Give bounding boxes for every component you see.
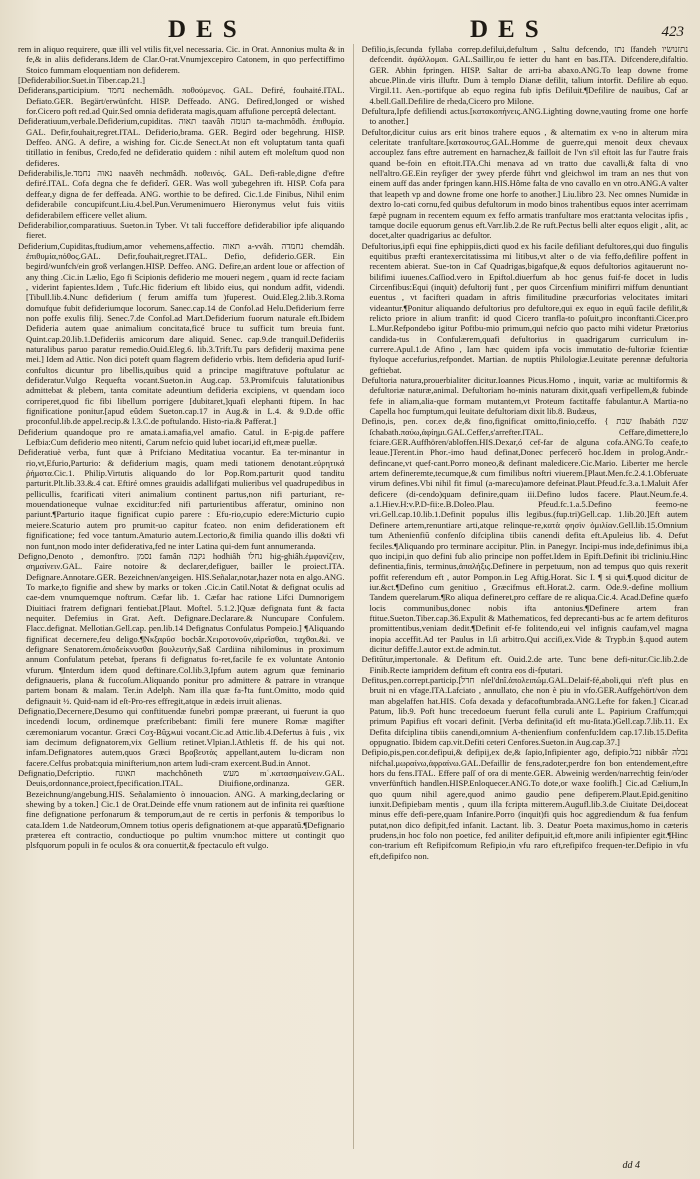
entry-paragraph: Defitus,pen.corrept.particip.[חדל nſel'dnî.ἀπολειπώμ.GAL.Delaif-fé,aboli,qui n'eft plus en bruit ni en vfage.ITA.Lafciato , annullato, che non è piu in vfo.GER.Auffgehört/von dem man abgelaffen hat.HIS. Cofa dexada y defacoftumbrada.ANG.Lefte for faken.] Cicar.ad Patum, lib.9. Poft hunc trecedoeum fuerunt fella curuli ante L. Papirium Craffum;qui primum Papifius eft vocari definit. [Verba definita(id eft mu-ſitata.)Gell.cap.7.lib.11. Ex Defita difciplina tibiis canendi,omnium A-thenienfium confenfu:Idem cap.17.lib.15.Defita oppugnatio. Ibidem cap.vit.Defiti ceteri Cenfores.Sueton.in Aug.cap.37.] (361, 674, 688, 748)
right-column (362, 44, 689, 1149)
entry-paragraph: Defultorius,ipfi equi fine ephippiis,dicti quod ex his facile defiliant defultores,qui duo fingulis equitibus præfti erantexercitatissima mi litibus,vt alter o de via feffo,defilire poffent in recentem abierat. Sue-ton in Caf Quadrigas,bigafque,& equos defultorios agitauerunt no-bilifimi iuuenes.Caſſiod.vero in Epiftol.diuerfum ab hoc genus fuif-fe docet in ludis Circenfibus:Equi (inquit) defultorij funt , per quos Circenfium minifirri miffum denuntiant euentus , vt facifteri quadam in aftris fimilitudine præcurforias velocitates imitari videantur.¶Ponitur aliquando defultorius pro defultore,qui ex equo in equū facile defilit,& relicto priore in alium tranfit: id quod Cicero tranfla-to poſuit,pro inconftanti.Cicer.pro L.Mur.Refpondebo igitur Poftbu-mio primum,qui nefcio quo pacto mihi videtur Prætorius candida-tus in Confulærem,quafi defultorius in quadrigarum curriculum in-currere.Apul.1.de Afino , Iam hæc quidem ipfa vocis immutatio de-fultoriæ fcientiæ ftyloque accefurius,refpondet. Martian. de nuptiis Philologiæ.Leuitate perennæ defultoria geftiebat. (361, 240, 688, 375)
entry-paragraph: rem in aliquo requirere, quæ illi vel vtilis fit,vel necessaria. Cic. in Orat. Annonius multa & in fe,& in aliis defiderans.Idem de Clar.O-rat.Vnumjexcepiro Catonem, in quo perfectiffimo Stoico fummam eloquentiam non defiderem. (18, 44, 345, 75)
entry-paragraph: Defultor,dicitur cuius ars erit binos trahere equos , & alternatim ex v-no in alterum mira celeritate tranfultare.[κατακουτυς.GAL.Homme de guerre,qui menoit deux chevaux accouplez fans eftre autrement en harnachez,& failloit de l'vn s'il eftoit las fur l'autre frais quand be-foin en eftoit.ITA.Chi menava ad vn tratto due cavalli,& falta di vno nell'altro.GE.Ein reyſiger der ʒwey pferde führt vnd gleichwol im tram an nes thut von einem auff das ander fpringen kann.HIS.Hôme falta de vno cavallo en vn otro.ANG.A valter that leapeth vp and downe frome one horfe to another.] Liu.libro 23. Nec omnes Numidæ in dextro lo-cati cornu,fed quibus defultorum in modo binos trahentibus equos inter acerrimam fæpè pugnam in recentem equum ex feffo armatis tranfultare mos erat:tanta velocitas ipfis , tamque docile equorum genus eft.Varr.lib.2.de Re ruft.Pectus belli alter equos eligit , alit, ac docet,alter quadrigarius ac defultor. (361, 126, 688, 241)
column-divider (353, 44, 354, 1149)
entry-paragraph: Defilio,is,ſecunda fyllaba correp.defilui,defultum , Saltu defcendo, נתז ſfandeh נתזנושׂיו defcendit. ἀφάλλομαι. GAL.Saillir,ou fe ietter du hant en bas.ITA. Difcendere,difaltio. GER. Abhin fpringen. HISP. Saltar de arri-ba abaxo.ANG.To leap downe frome abcue.Plin.de viris illuftr. Dum à templo Dianæ defilit, talium intorfit. Defilire ab equo. Virgil.11. Aen.-portifque ab equo regina fub ipfis Defiluit.¶Defilire de nauibus, Caf ar 4.bell.Gall.Defilire de rheda,Cicero pro Milone. (361, 44, 688, 106)
page-number: 423 (661, 24, 684, 40)
entry-paragraph: Defipio,pis,pen.cor.defipui,& defipij,ex de,& ſapio,Infipienter ago, defipio.נבל nibbâr נבלה nifchal.μωραίνω,ἀφραίνω.GAL.Defaillir de fens,radoter,perdre fon bon entendement,eftre hors du fens.ITAL. Effere paſſ of ora di mente.GER. Abweinig werden/narrechtig fein/oder vnverfünftich handlen.HISP.Enloquecer.ANG.To dote,or waxe foolifh.] Cic.ad Cælium,In quo quum nihil agere,quod animo gaudio pene defiperem.Plaut.Epid.genitino iunxit.Defipiebam mentis , quum illa fcripta mitterem.Augufl.lib.3.de Ciuitate Dei,doceat minus effe defi-pere,quam Infanire.Porro (inquit)fi quis hoc aggrediendum & fua fenfum putat,non dico defipit,fed infanit. Lactant. lib. 3. Deatur Poeta maximus,homo in cæteris prudens,in hoc folo non poetice, fed aniliter defipuit,id eft,more anili infipienter egit.¶Hinc con-trarium eft Refipifcomum Refipio,in vfu raro eft,refipifco frequen-ter.Defipio in vfu eft,defipifco non. (361, 747, 688, 861)
entry-paragraph: Defignatio,Decernere,Desumo qui conftituendæ funebri pompæ præerant, ui fuerunt ia quo incedendi locum, ordinemque præfcribebant: fimili fere munere Romæ magifter cæremoniarum vocantur. Græci Coʒ-Bûᵹʍui vocant.Cic.ad Attic.lib.4.Defertus à fuis , vix iam decimum defignatorem,vix Gellium retinet.Vlpian.l.Athletis ff. de his qui not. infam.Defignatores autem,quos Græci Βραβευτὰς appellant,autem lu-dicram non facere.Celfus probat:quia minifterium,non artem ludi-cram exercent.Bud.in Annot. (18, 706, 345, 768)
running-head-left: DES (168, 16, 247, 43)
page-header (18, 14, 686, 46)
entry-paragraph: Defino,is, pen. cor.ex de,& fino,fignificat omitto,finio,ceffo. { שבת ſhabáth שבת ſchabath.παύω,ἀφίημι.GAL.Ceffer,s'arrefter.ITAL. Ceffare,dimettere,lo fciare.GER.Auffhören/abloffen.HIS.Dexar,ó cef-far de alguna cofa.ANG.To ceafe,to leaue.]Terent.in Phor.-imo haud definat,Donec perfecerō hoc.Idem in prolog.Andr.-defincane,vt quef-cant.Porro moneo,& definant maledicere.Cic.Mario. Liberter me hercle artem defineremte,tecumque,& cum fimilibus noftri viuerem.[Plaut.Men.fc.2.4.1.Obferuate virum defines.Vbi nihil fit fimul (a-marecu)amore defeinat.Plaut.Pfeud.fc.3.a.1.Maluit Afer deficere (di-cendo)quam definire,quam iii.Defino ludos facere. Plaut.Neum.fe.4. a.1.Hiev.H:v.P.D-fii:e.B.Doleo.Plau. Pfeud.fc.1.a.5.Defino feemo-ne vri.Gell.cap.10.lib.1.Definit populus illis legibus.(fup.tri)Gell.cap. 1.lib.20.]Eft autem Definere artem,renuntiare arti,atque relinque-re,κατὰ φησὶν ὁμιλίαν.Gell.lib.15.Omnium tum Athenienfiū confenſo difciplina tibiis canendi defita eft.Apuleius lib. 4. Defut feciles.¶Aliquando pro terminare accipitur. Plin. in Panegyr. Incipi-mus inde,definimus ibi,a quo incipi,in quo defini fub alio principe non poffet.Idem in Epift.Definit ibi tricliniu.Hinc definentia,finis, terminus,ἀπαλήξις.Definere in perpetuum, non ad tempus quo quis rexerit poffit referendum eft , autor Pompon.in Leg Aftig.Horat. Sic I. ¶ si qui.¶.quod dicitur de iur.&ct.¶Defino cum genitiuo , Græcifmus eft.Horat.2. carm. Ode.9.-define mollium Tandem querelarum.¶Ro aliqua defineret,pro ceffare de re aliqua.Cic.4. Acad.Define quæfo locis communibus,donec nobis ifta antonius.¶Definere artem fran ftitue.Sueton.Tiber.cap.36.Expulit & Mathematicos, fed deprecanti-bus ac fe artem defituros promittentibus,veniam dedit.¶Definit ef-fe folitendo,eui vel infignis caufam,vel magna inopia acceffit.Ad ter Paulus in l.ſi arbitro.Qui acciſi,ex.Vide & Trypb.in §.quod autem dicitur defiffe.l.autor ext.de admin.tut. (361, 416, 688, 654)
entry-paragraph: Defideratiuè verba, funt quæ à Prifciano Meditatiua vocantur. Ea ter-minantur in rio,vt,Efurio,Parturio: & defiderium magis, quam medi tationem denotant.εὐρητικά ῥήματα.Cic.1. Philip.Virtutis aliquando do lor Pop.Rom.parturit quod tanditu parturit.Plt.lib.33.&.4 cat. Eftiré omnes grauidis adallifgati mulieribus vel quadrupedibus in pellicullis, fcarificati viteri animalium continent partus,non nifi parturiant, re-mouendationeque vulnae exciditur:fed nifi parturientibus afferatur, ominino non pariunt.¶Parturio itaque fignificat cupio parere : Efu-rio,cupio edere:Micturio cupio meiere.Scaturio autem pro prumit-uo capitur fcateo. non enim defiderationem eft fignificatione; fed voce tantum.Amaturio autem.Lectorio,& fimilia quando illis do&ti vfi non funt,non modo inter defiderativa,fed ne inter Latina qui-dem funt annumeranda. (18, 447, 345, 551)
entry-paragraph: [Defiderabilior.Suet.in Tiber.cap.21.] (18, 75, 145, 86)
running-head-right: DES (470, 16, 549, 43)
left-column (18, 44, 345, 1149)
text-columns (18, 44, 688, 1149)
entry-paragraph: Defiderans,participium. נחמד nechemâdh. ποθούμενος. GAL. Defiré, fouhaité.ITAL. Defiato.GER. Begärt/erwünfcht. HISP. Deffeado. ANG. Defired,longed or wished for.Cicero poft red.ad Quir.Sed omnia defiderata magis,quam affuſione perceptâ delectant. (18, 85, 345, 117)
entry-paragraph: Defignatio,Defcriptio. תאונח machchôneth מעש mʿ.κατασημαίνειν.GAL. Deuis,ordonnance,proiect,fpecification.ITAL. Diuifione,ordinanza. GER. Bezeichnung/angebung.HIS. Señalamiento ò innouacion. ANG. A marking,declaring or shewing by a token.] Cic.1 de Orat.Deinde effe vnum rationem aut de infinita rei quæſtione fine defignatione perfonarum & temporum,aut de re certis in perfonis & temporibus lo cata.Idem 1.de Natdeorum,Omnem totius operis defignationem at-que apparatū.¶Defignario præterea eft contractio, conductioque po pultim vnum:hoc mittere ut contingit quo plsfquorum populi in fe oculos & ora conuertit,& fpectaculo eft vulgo. (18, 768, 345, 851)
entry-paragraph: Defultoria natura,prouerbialiter dicitur.Ioannes Picus.Homo , inquit, variæ ac multiformis & defultoriæ naturæ,animal. Defultoriam ho-minis naturam dixit,quafi verfipellem,& fubinde fefe in aliam,alia-que formam mutantem,vt Proteum factitaffe fabulantur.A Martia-no Capella hoc fumptum,qui leuitate defultoriam dixit lib.8. Budæus, (361, 375, 688, 417)
entry-paragraph: Defitūtur,impertonale. & Defitum eft. Ouid.2.de arte. Tunc bene defi-nitur.Cic.lib.2.de Finib.Recte iampridem defitum eft contra eos di-fputari. (361, 654, 688, 675)
signature-mark: dd 4 (622, 1160, 640, 1171)
entry-paragraph: Defiderabilis,le.נאוה נחמד naavêh nechmâdh. ποθεινός. GAL. Defi-rable,digne d'eftre defiré.ITAL. Cofa degna che fe defiderî. GER. Was woll ʒubegehren ift. HISP. Cofa para deffear,y digna de fer deffeada. ANG. worthie to be defired. Cic.1.de Finibus, Nihil enim defiderabile concupifcunt.Liu.4.bel.Pun.Verumenimuero Hieronymus velut fuis vitiis defiderabilem efficere vellet alium. (18, 168, 345, 220)
entry-paragraph: Defigno,Denoto , demonftro. נסמן famân נקבה hodhiâh נחלו hig-ghiâh.ἐμφανίζειν, σημαίνειν.GAL. Faire notoire & declarer,defiguer, bailler le proiect.ITA. Defignare.Annotare.GER. Bezeichnen/anʒeigen. HIS.Señalar,notar,hazer nota en algo.ANG. To marke,to fignifie and shew by marks or token .Cic.in Catil.Notat & defignat oculis ad cae-dem vnumquemque noftrum. Cæfar lib. 1. Cæfar hac ratione Lifci Dumnorigem Diuitiaci fratrem defignari fentiebat.[Plaut. Moftel. 5.1.2.]Quæ defignata funt & facta nequiter. Defemius in Grat. Aeft. Defignare.Declarare.& Nuncupare Confulem. Flacc.defignat. Mellotian.Gell.cap. pen.lib.14 Defignatus Confulatus Pompeio.] ¶Aliquando fignificat decernere,feu deligo.¶Νκξαρῦσ bocbâr.Χειροτονοῦν,αἱρεῖσθαι, ταχθαι.&i. ve defignare Senatorem.ἀποδείκνυσθαι βουλευτήν,Saß Cardiina nihilominus in proximum annum Confulatum petebat, fperans fi defignatus fo-ret,facile fe ex voluntate Antonio vfurum. ¶Interdum idem quod deftinare.Col.lib.3,Ipfum autem agrum quæ feminario defignaueris, plana & fuccoſum.Aliquando ponitur pro admittere & patrare in vtranque partem bonam & malam. Ter.in Adelph. Nam illa quæ fa-ꝉta funt.Omitto, modo quid defignauit ½. Quid-nam id eſt-Pro-res effregit,atque in ædeis irruit alienas. (18, 550, 345, 706)
entry-paragraph: Defiderabilior,comparatiuus. Sueton.in Tyber. Vt tali fucceffore defiderabilior ipfe aliquando fieret. (18, 219, 345, 241)
entry-paragraph: Defideratiuum,verbale.Defiderium,cupiditas. תאוה taavâh תנומה ta-machmôdh. ἐπιθυμία. GAL. Defir,fouhait,regret.ITAL. Defiderio,brama. GER. Begird oder begehrung. HISP. Deffeo. ANG. A defire, a wishing for. Cic.de Senect.At non eft voluptatum tanta quafi titillatio in fenibus, Credo,fed ne defideratio quidem : nihil autem eft moleſtum quod non defideres. (18, 116, 345, 168)
entry-paragraph: Defiderium quandoque pro re amata.i.amafia,vel amafio. Catul. in E-pig.de paffere Lefbia:Cum defiderio meo nitenti, Carum nefcio quid lubet iocari,id eft,meæ puellæ. (18, 426, 345, 448)
entry-paragraph: Defultura,Ipfe defiliendi actus.[κατακοπήνεις.ANG.Lighting downe,vauting frome one horfe to another.] (361, 106, 688, 127)
entry-paragraph: Defiderium,Cupiditas,ftudium,amor vehemens,affectio. תאוה a-vvâh. נחמדה chemdâh. ἐπιθυμία,πόθος.GAL. Defir,fouhait,regret.ITAL. Defio, defiderio.GER. Ein begird/wunfch/ein groß verlangen.HISP. Deffeo. ANG. Defire,an ardent loue or affection of any thing .Cic.in Lælio, Ego fi Scipionis defiderio me moueri negem , quam id recte faciam , viderint fapientes.Idem , Tufc.Hic fiderium eft libido eius, qui nondum adfit, videndi. [Tibull.lib.4.Nunc defiderium ( ferum amiffa tum )fuperest. Ouid.Eleg.2.lib.3.Roma domufque fubit defideriumque locorum. Sanec.cap.14 de Confol.ad Helu.Defiderium ferre non poffe exulis filij. Senec.7.de Confol.ad Mart.Defiderium fuorum naturale eft.Ibidem Defideria autem quae animalium concitata,ficé bruce tu sufficit tum breuia funt. Quint.cap.20.lib.1.Defideriis amicorum dare aliquid. Senec. cap.9.de tranquil.Defideriis naturalibus paruo paratur remedio.Ouid.Eleg.6. lib.3.Trift.Tu pars defiderij maxima pene mei.] Idem ad Attic. Non dici poteft quam flagrem defiderio vrbis. Item defideria apud Iurif-confultos dicuntur pro libellis,quibus quid a principe magiftratuve poftulatur ac defideratur.Vulgo Requefta vocant.Sueton.in Aug.cap. 53.Promifcuis falutationibus admittebat & plebem, tanta comitate adeuntium defideria excipiens, vt quendam ioco corriperet,quod fic fibi libellum porrigere [dubitaret,]quafi elephanti ftipem. In hac fignificatione ponitur.[apud eûdem Sueton.cap.17 in Aug.& in L.4. & 9.D.de offic proconful.lib.de appel.recip.& l.3.C.de poftulando. Histo-ria.& Pafferat.] (18, 240, 345, 427)
